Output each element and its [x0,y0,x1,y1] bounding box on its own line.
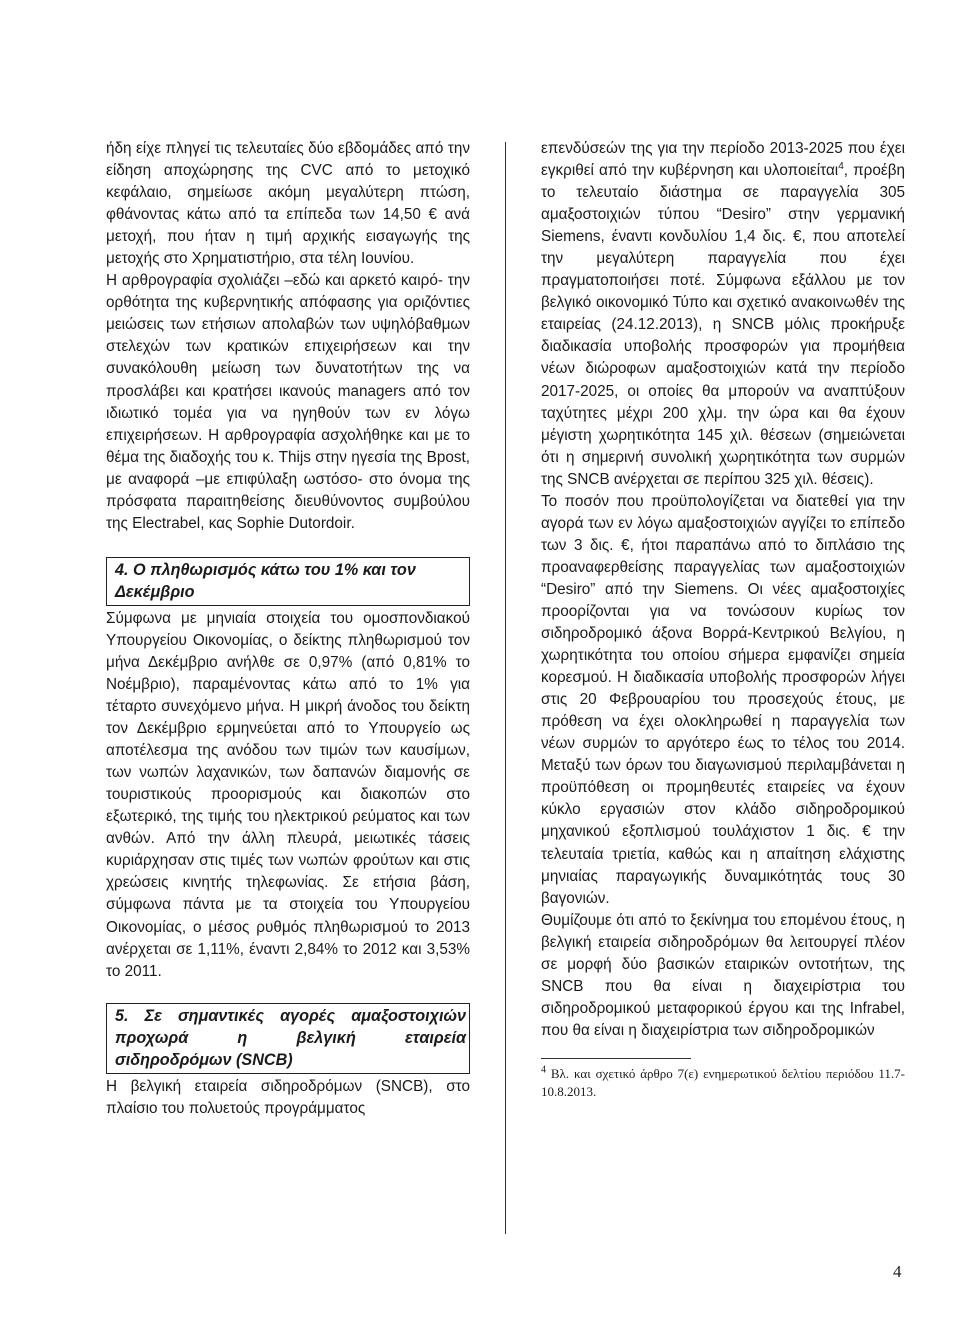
section-4-heading-line-2: Δεκέμβριο [115,582,195,601]
section-5-heading-line-3: σιδηροδρόμων (SNCB) [115,1050,293,1069]
right-column [541,138,905,1101]
footnote-number: 4 [541,1064,546,1076]
section-4-heading [115,559,466,603]
right-paragraph-1-part-b: , προέβη το τελευταίο διάστημα σε παραγγελία 305 αμαξοστοιχιών τύπου “Desiro” στην γερμανική Siemens, έναντι κονδυλίου 1,4 δις. €, που αποτελεί την μεγαλύτερη παραγγελία που έχει πραγματοποιήσει ποτέ. Σύμφωνα εξάλλου με τον βελγικό οικονομικό Τύπο και σχετικό ανακοινωθέν της εταιρείας (24.12.2013), η SNCB μόλις προκήρυξε διαδικασία υποβολής προσφορών για προμήθεια νέων διώροφων αμαξοστοιχιών κατά την περίοδο 2017-2025, οι οποίες θα μπορούν να αναπτύξουν ταχύτητες μέχρι 200 χλμ. την ώρα και θα έχουν μέγιστη χωρητικότητα 145 χιλ. θέσεων (σημειώνεται ότι η σημερινή συνολική χωρητικότητα των συρμών της SNCB ανέρχεται σε περίπου 325 χιλ. θέσεις). [541,162,906,488]
section-5-heading-line-2: προχωρά η βελγική εταιρεία [115,1028,466,1047]
section-4-heading-line-1: 4. Ο πληθωρισμός κάτω του 1% και τον [115,560,416,579]
section-4-heading-box [106,557,470,606]
right-paragraph-3: Θυμίζουμε ότι από το ξεκίνημα του επομένου έτους, η βελγική εταιρεία σιδηροδρόμων θα λειτουργεί πλέον σε μορφή δύο βασικών εταιρικών οντοτήτων, της SNCB που θα είναι η διαχειρίστρια του σιδηροδρομικού μεταφορικού έργου και της Infrabel, που θα είναι η διαχειρίστρια των σιδηροδρομικών [541,911,905,1039]
page-number: 4 [893,1262,902,1281]
footnote [541,1065,905,1101]
column-divider [505,142,506,1234]
section-5-heading-line-1: 5. Σε σημαντικές αγορές αμαξοστοιχιών [115,1006,466,1025]
section-5-body: Η βελγική εταιρεία σιδηροδρόμων (SNCB), στο πλαίσιο του πολυετούς προγράμματος [106,1077,470,1117]
right-paragraph-1-part-a: επενδύσεών της για την περίοδο 2013-2025 που έχει εγκριθεί από την κυβέρνηση και υλοποιείται [541,140,905,180]
section-4-body: Σύμφωνα με μηνιαία στοιχεία του ομοσπονδιακού Υπουργείου Οικονομίας, ο δείκτης πληθωρισμού τον μήνα Δεκέμβριο ανήλθε σε 0,97% (από 0,81% το Νοέμβριο), παραμένοντας κάτω από το 1% για τέταρτο συνεχόμενο μήνα. Η μικρή άνοδος του δείκτη τον Δεκέμβριο ερμηνεύεται από το Υπουργείο ως αποτέλεσμα της ανόδου των τιμών των καυσίμων, των νωπών λαχανικών, των δαπανών διαμονής σε τουριστικούς προορισμούς και διακοπών στο εξωτερικό, της τιμής του ηλεκτρικού ρεύματος και των ανθών. Από την άλλη πλευρά, μειωτικές τάσεις κυριάρχησαν στις τιμές των νωπών φρούτων και στις χρεώσεις κινητής τηλεφωνίας. Σε ετήσια βάση, σύμφωνα πάντα με τα στοιχεία του Υπουργείου Οικονομίας, ο μέσος ρυθμός πληθωρισμού το 2013 ανέρχεται σε 1,11%, έναντι 2,84% το 2012 και 3,53% το 2011. [106,609,470,980]
section-5-heading-box [106,1003,470,1074]
right-paragraph-1 [541,138,905,491]
footnote-rule [541,1058,691,1059]
right-paragraph-2: Το ποσόν που προϋπολογίζεται να διατεθεί για την αγορά των εν λόγω αμαξοστοιχιών αγγίζει το επίπεδο των 3 δις. €, ήτοι παραπάνω από το διπλάσιο της προαναφερθείσης παραγγελίας των αμαξοστοιχιών “Desiro” από την Siemens. Οι νέες αμαξοστοιχίες προορίζονται για να τονώσουν κυρίως τον σιδηροδρομικό άξονα Βορρά-Κεντρικού Βελγίου, η χωρητικότητα του οποίου σήμερα εμφανίζει σημεία κορεσμού. Η διαδικασία υποβολής προσφορών λήγει στις 20 Φεβρουαρίου του προσεχούς έτους, με πρόθεση να έχει ολοκληρωθεί η παραγγελία των νέων συρμών το αργότερο έως το τέλος του 2014. Μεταξύ των όρων του διαγωνισμού περιλαμβάνεται η προϋπόθεση οι προμηθευτές εταιρείες να έχουν κύκλο εργασιών στον κλάδο σιδηροδρομικού μηχανικού εξοπλισμού τουλάχιστον 1 δις. € την τελευταία τριετία, καθώς και η απαίτηση ελάχιστης μηνιαίας παραγωγικής δυναμικότητάς τους 30 βαγονιών. [541,492,905,907]
footnote-reference: 4 [838,160,844,172]
left-column [106,138,470,1120]
left-paragraph-1: ήδη είχε πληγεί τις τελευταίες δύο εβδομάδες από την είδηση αποχώρησης της CVC από το μετοχικό κεφάλαιο, σημείωσε ακόμη μεγαλύτερη πτώση, φθάνοντας κάτω από τα επίπεδα των 14,50 € ανά μετοχή, που ήταν η τιμή αρχικής εισαγωγής της μετοχής στο Χρηματιστήριο, στα τέλη Ιουνίου. [106,140,470,268]
footnote-text: Βλ. και σχετικό άρθρο 7(ε) ενημερωτικού δελτίου περιόδου 11.7-10.8.2013. [541,1065,905,1099]
section-5-heading [115,1005,466,1071]
left-paragraph-2: Η αρθρογραφία σχολιάζει –εδώ και αρκετό καιρό- την ορθότητα της κυβερνητικής απόφασης για οριζόντιες μειώσεις των ετήσιων απολαβών των υψηλόβαθμων στελεχών των κρατικών επιχειρήσεων και την συνακόλουθη μείωση των δυνατοτήτων της να προσλάβει και κρατήσει ικανούς managers από τον ιδιωτικό τομέα για να ηγηθούν των εν λόγω επιχειρήσεων. Η αρθρογραφία ασχολήθηκε και με το θέμα της διαδοχής του κ. Thijs στην ηγεσία της Bpost, με αναφορά –με επιφύλαξη ωστόσο- στο όνομα της πρόσφατα παραιτηθείσης διευθύνοντος συμβούλου της Electrabel, κας Sophie Dutordoir. [106,272,470,532]
